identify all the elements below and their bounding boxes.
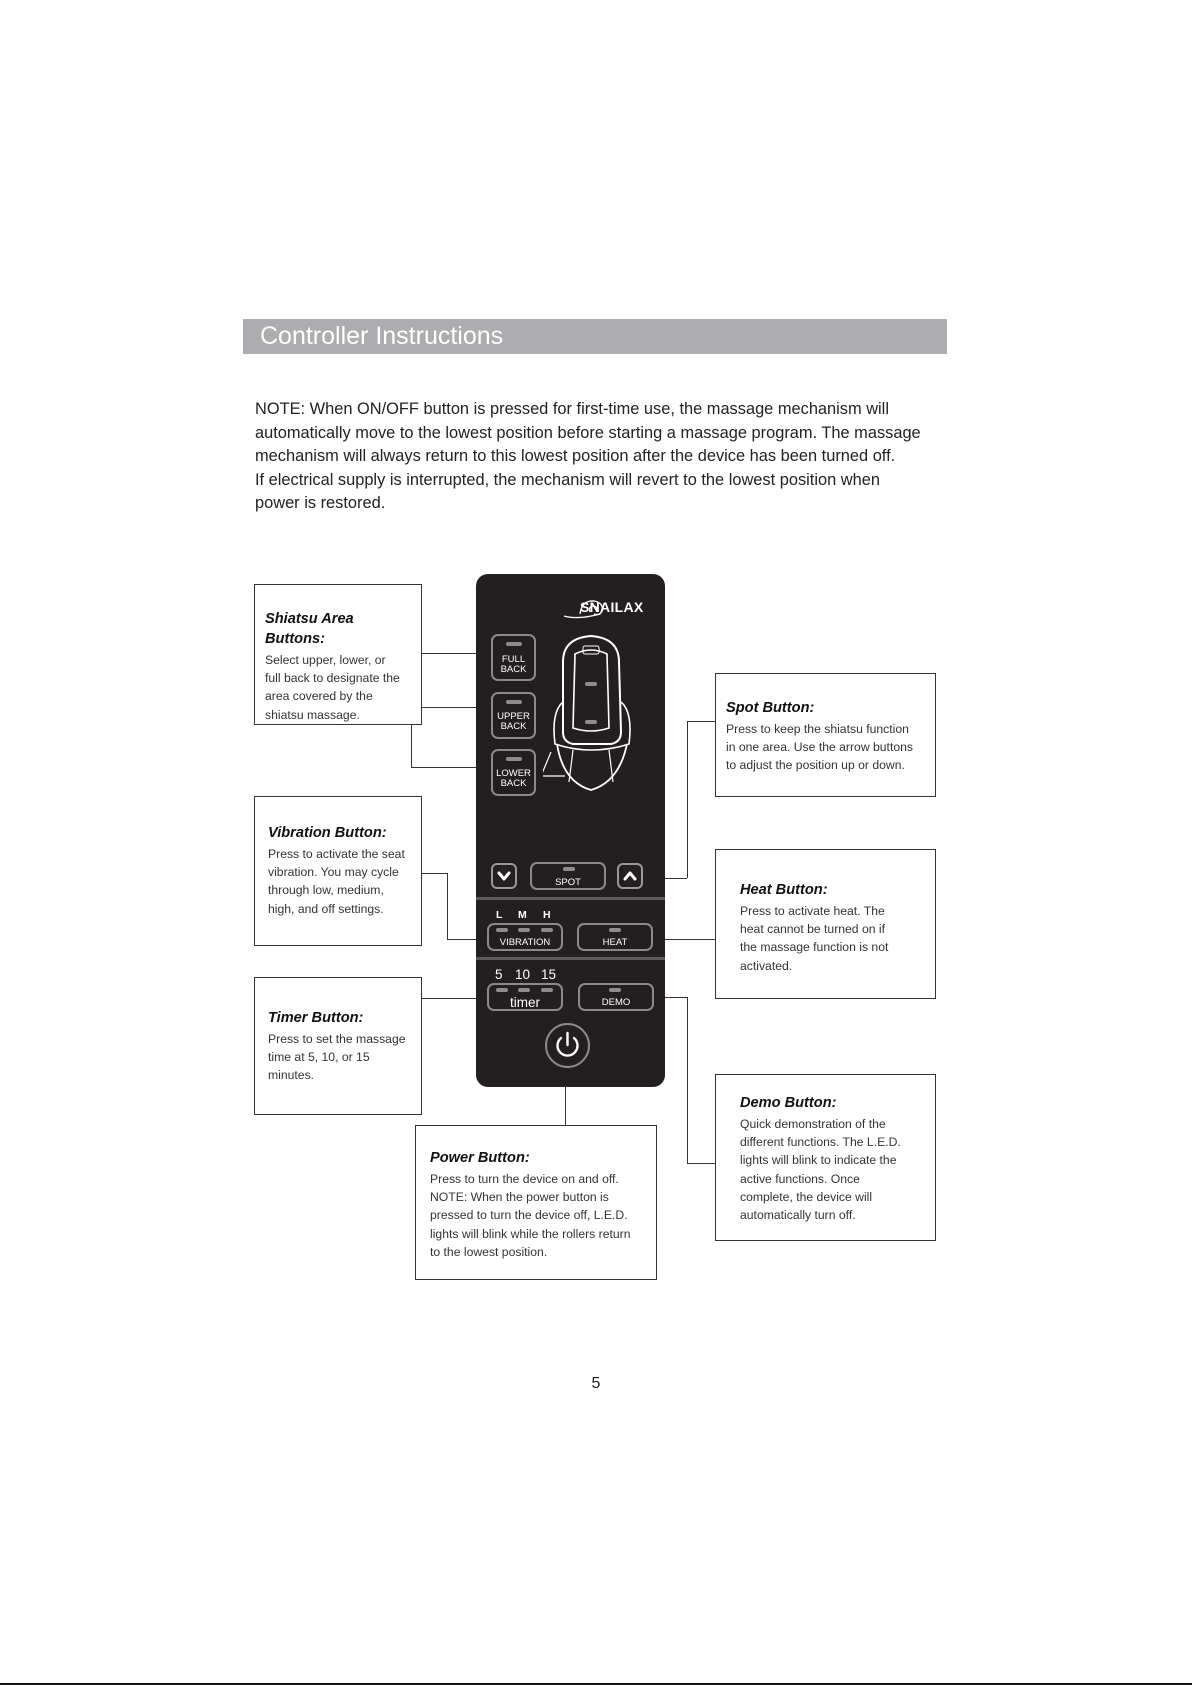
callout-text: Press to keep the shiatsu function [726, 722, 909, 736]
button-label: SPOT [555, 877, 581, 888]
button-label: timer [510, 995, 540, 1010]
page-number: 5 [591, 1375, 601, 1392]
leader-line [687, 721, 715, 722]
callout-text: Press to set the massage [268, 1032, 406, 1046]
callout-text: Select upper, lower, or [265, 653, 386, 667]
callout-title: Demo Button: [740, 1095, 837, 1111]
spot-led [563, 867, 575, 871]
callout-text: minutes. [268, 1068, 315, 1083]
callout-text: Press to activate heat. The [740, 904, 885, 918]
callout-text: high, and off settings. [268, 901, 384, 916]
heat-led [609, 928, 621, 932]
button-label: UPPER [497, 711, 530, 722]
callout-text: different functions. The L.E.D. [740, 1135, 901, 1150]
callout-title: Power Button: [430, 1150, 530, 1166]
callout-text: in one area. Use the arrow buttons [726, 740, 913, 755]
note-line: If electrical supply is interrupted, the mechanism will revert to the lowest position when [255, 470, 880, 489]
lower-back-led [506, 757, 522, 761]
chevron-up-icon [619, 865, 641, 887]
massage-chair-icon [543, 632, 653, 802]
spot-callout [715, 673, 936, 797]
callout-text: time at 5, 10, or 15 [268, 1050, 370, 1065]
button-label: BACK [500, 664, 527, 675]
callout-text: full back to designate the [265, 671, 400, 686]
callout-text: through low, medium, [268, 883, 384, 898]
leader-line [411, 725, 412, 767]
button-label: VIBRATION [499, 937, 551, 948]
timer-value-label: 15 [541, 967, 557, 982]
callout-title: Spot Button: [726, 700, 815, 716]
shiatsu-callout [254, 584, 422, 725]
callout-text: the massage function is not [740, 940, 889, 955]
divider [476, 957, 665, 960]
note-line: NOTE: When ON/OFF button is pressed for first-time use, the massage mechanism will [255, 400, 889, 418]
vibration-level-label: H [543, 909, 551, 921]
brand-name: SNAILAX [580, 599, 644, 615]
callout-title: Vibration Button: [268, 825, 387, 841]
up-arrow-button[interactable] [617, 863, 643, 889]
power-button[interactable] [545, 1023, 590, 1068]
vibration-callout [254, 796, 422, 946]
leader-line [687, 1163, 715, 1164]
note-line: power is restored. [255, 494, 386, 513]
button-label: BACK [500, 721, 527, 732]
button-label: HEAT [602, 937, 628, 948]
button-label: DEMO [601, 997, 631, 1008]
callout-text: shiatsu massage. [265, 707, 360, 722]
down-arrow-button[interactable] [491, 863, 517, 889]
vibration-led-medium [518, 928, 530, 932]
demo-callout [715, 1074, 936, 1241]
callout-text: pressed to turn the device off, L.E.D. [430, 1208, 628, 1223]
callout-title: Timer Button: [268, 1010, 364, 1026]
callout-text: to adjust the position up or down. [726, 758, 905, 773]
vibration-level-label: L [496, 909, 503, 921]
callout-text: complete, the device will [740, 1189, 873, 1204]
upper-back-led [506, 700, 522, 704]
callout-text: to the lowest position. [430, 1244, 548, 1259]
leader-line [447, 873, 448, 939]
button-label: LOWER [496, 768, 531, 779]
callout-text: Press to activate the seat [268, 847, 405, 861]
callout-title: Shiatsu Area Buttons: [265, 611, 354, 647]
leader-line [422, 873, 447, 874]
timer-callout [254, 977, 422, 1115]
note-line: mechanism will always return to this lowest position after the device has been turned off. [255, 447, 896, 466]
leader-line [687, 997, 688, 1163]
full-back-led [506, 642, 522, 646]
callout-text: heat cannot be turned on if [740, 922, 886, 937]
callout-text: NOTE: When the power button is [430, 1190, 609, 1205]
callout-text: Quick demonstration of the [740, 1117, 886, 1131]
power-callout [415, 1125, 657, 1280]
button-label: FULL [501, 654, 526, 665]
callout-text: active functions. Once [740, 1171, 860, 1186]
power-icon [547, 1025, 588, 1066]
callout-text: vibration. You may cycle [268, 865, 399, 880]
callout-title: Heat Button: [740, 882, 828, 898]
demo-led [609, 988, 621, 992]
note-paragraph [255, 398, 945, 516]
callout-text: lights will blink while the rollers return [430, 1226, 631, 1241]
vibration-level-label: M [518, 909, 527, 921]
note-line: automatically move to the lowest position before starting a massage program. The massage [255, 423, 921, 442]
section-header: Controller Instructions [243, 319, 947, 354]
timer-led-15 [541, 988, 553, 992]
timer-value-label: 10 [515, 967, 531, 982]
vibration-led-high [541, 928, 553, 932]
callout-text: area covered by the [265, 689, 373, 704]
button-label: BACK [500, 778, 527, 789]
heat-callout [715, 849, 936, 999]
vibration-led-low [496, 928, 508, 932]
divider [476, 897, 665, 900]
callout-text: automatically turn off. [740, 1208, 856, 1223]
timer-led-10 [518, 988, 530, 992]
callout-text: lights will blink to indicate the [740, 1153, 897, 1168]
timer-value-label: 5 [495, 967, 503, 982]
timer-led-5 [496, 988, 508, 992]
callout-text: activated. [740, 958, 793, 973]
chevron-down-icon [493, 865, 515, 887]
leader-line [687, 721, 688, 878]
callout-text: Press to turn the device on and off. [430, 1172, 619, 1186]
